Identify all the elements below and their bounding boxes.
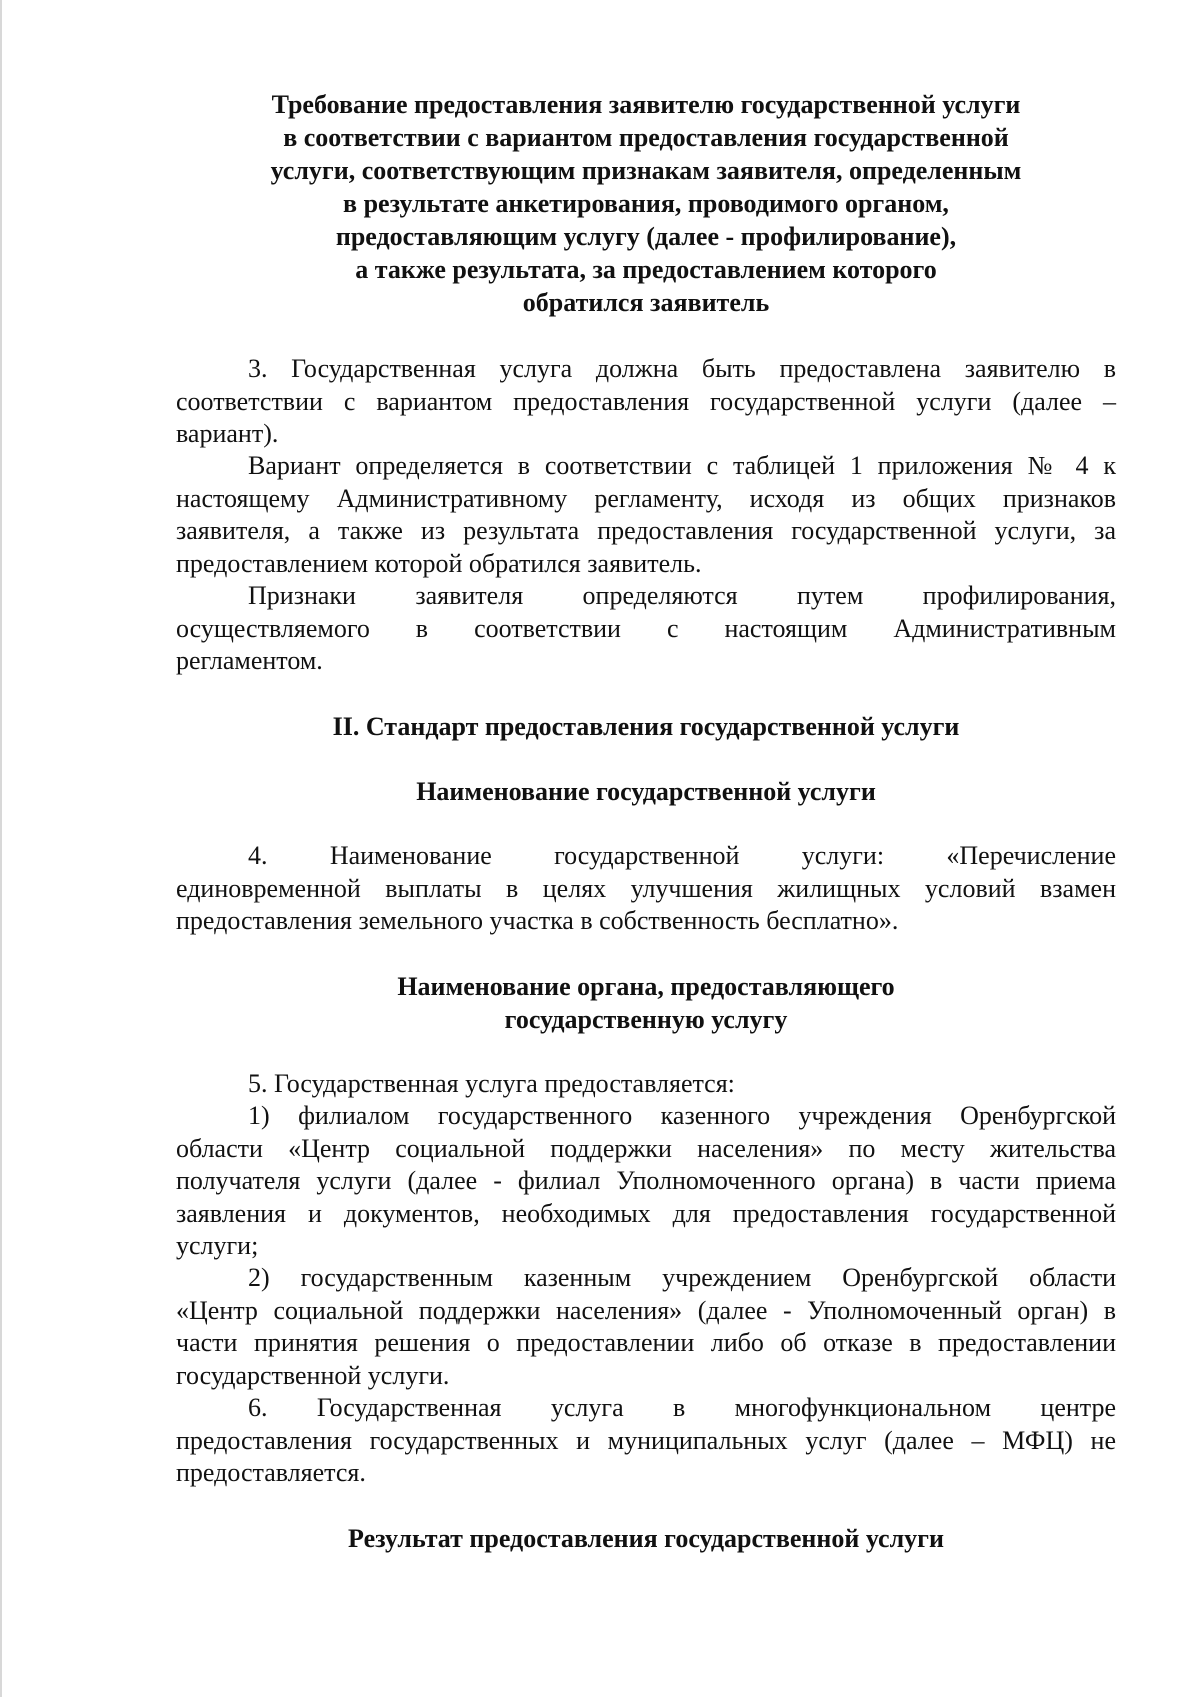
heading-line: а также результата, за предоставлением которого	[355, 255, 937, 284]
text-line: государственной услуги.	[176, 1360, 450, 1390]
heading-line: обратился заявитель	[522, 288, 770, 317]
text-line: регламентом.	[176, 646, 323, 675]
paragraph-3-signs	[176, 580, 1116, 678]
heading-line: услуги, соответствующим признакам заявителя, определенным	[270, 156, 1022, 185]
paragraph-5	[176, 1068, 1116, 1101]
heading-line: Наименование органа, предоставляющего	[397, 972, 895, 1001]
heading-line: государственную услугу	[504, 1005, 788, 1034]
text-line: получателя услуги (далее - филиал Уполномоченного органа) в части приема	[176, 1166, 1116, 1195]
text-line: 6. Государственная услуга в многофункциональном центре	[248, 1393, 1116, 1422]
document-heading	[176, 88, 1116, 319]
paragraph-4	[176, 840, 1116, 938]
text-line: настоящему Административному регламенту, исходя из общих признаков	[176, 483, 1116, 513]
organ-heading	[176, 970, 1116, 1036]
text-line: 5. Государственная услуга предоставляется:	[248, 1069, 735, 1098]
text-line: услуги;	[176, 1231, 259, 1260]
text-line: вариант).	[176, 419, 279, 448]
text-line: «Центр социальной поддержки населения» (далее - Уполномоченный орган) в	[176, 1295, 1116, 1325]
section-2-title	[176, 710, 1116, 743]
paragraph-5-item-1	[176, 1100, 1116, 1263]
text-line: единовременной выплаты в целях улучшения жилищных условий взамен	[176, 873, 1116, 903]
heading-line: Требование предоставления заявителю государственной услуги	[271, 90, 1021, 119]
text-line: 1) филиалом государственного казенного учреждения Оренбургской	[248, 1101, 1116, 1130]
text-line: предоставлением которой обратился заявитель.	[176, 548, 702, 578]
text-line: соответствии с вариантом предоставления государственной услуги (далее –	[176, 386, 1116, 416]
text-line: 2) государственным казенным учреждением Оренбургской области	[248, 1263, 1116, 1292]
subheading-text: Результат предоставления государственной услуги	[348, 1524, 944, 1553]
text-line: области «Центр социальной поддержки населения» по месту жительства	[176, 1133, 1116, 1163]
paragraph-3-variant	[176, 450, 1116, 580]
paragraph-3	[176, 353, 1116, 451]
text-line: 4. Наименование государственной услуги: «Перечисление	[248, 841, 1116, 870]
result-heading	[176, 1522, 1116, 1555]
text-line: заявителя, а также из результата предоставления государственной услуги, за	[176, 516, 1116, 545]
paragraph-6	[176, 1392, 1116, 1490]
text-line: заявления и документов, необходимых для предоставления государственной	[176, 1198, 1116, 1228]
text-line: предоставления государственных и муниципальных услуг (далее – МФЦ) не	[176, 1425, 1116, 1455]
heading-line: предоставляющим услугу (далее - профилирование),	[335, 222, 957, 251]
text-line: 3. Государственная услуга должна быть предоставлена заявителю в	[248, 354, 1116, 383]
text-line: осуществляемого в соответствии с настоящим Административным	[176, 613, 1116, 643]
service-name-heading	[176, 775, 1116, 808]
heading-line: в результате анкетирования, проводимого органом,	[343, 189, 949, 218]
text-line: части принятия решения о предоставлении либо об отказе в предоставлении	[176, 1328, 1116, 1357]
subheading-text: Наименование государственной услуги	[416, 777, 876, 806]
heading-line: в соответствии с вариантом предоставления государственной	[283, 123, 1009, 152]
text-line: Вариант определяется в соответствии с таблицей 1 приложения № 4 к	[248, 451, 1116, 480]
text-line: Признаки заявителя определяются путем профилирования,	[248, 581, 1116, 610]
text-line: предоставления земельного участка в собственность бесплатно».	[176, 906, 899, 935]
scan-edge	[0, 0, 2, 1697]
text-line: предоставляется.	[176, 1458, 366, 1487]
paragraph-5-item-2	[176, 1262, 1116, 1392]
section-title-text: II. Стандарт предоставления государственной услуги	[332, 712, 960, 741]
